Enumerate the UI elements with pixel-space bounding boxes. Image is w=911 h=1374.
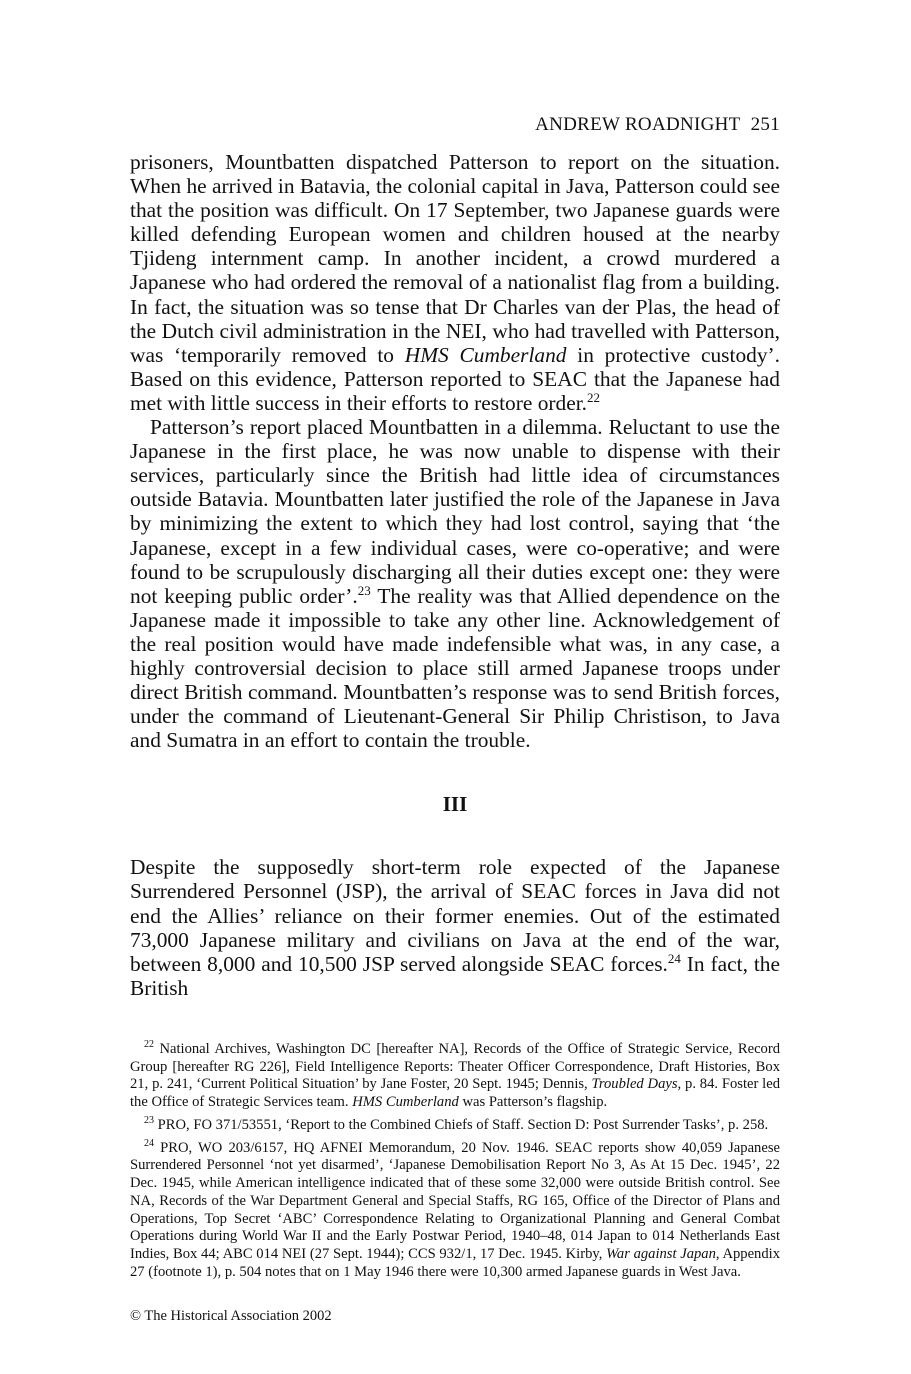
footnote-23: $^{23}$ PRO, FO 371/53551, ‘Report to the Combined Chiefs of Staff. Section D: Post Surrender Tasks’, p. 258. <box>144 1114 769 1133</box>
copyright-notice: © The Historical Association 2002 <box>130 1307 332 1324</box>
paragraph-2: Patterson’s report placed Mountbatten in a dilemma. Reluctant to use the Japanese in the first place, he was now unable to dispense with their services, particularly since the British had little idea of circumstances outside Batavia. Mountbatten later justified the role of the Japanese in Java by minimizing the extent to which they had lost control, saying that ‘the Japanese, except in a few individual cases, were co-operative; and were found to be scrupulously discharging all their duties except one: they were not keeping public order’.$^{23}$ The reality was that Allied dependence on the Japanese made it impossible to take any other line. Acknowledgement of the real position would have made indefensible what was, in any case, a highly controversial decision to place still armed Japanese troops under direct British command. Mountbatten’s response was to send British forces, under the command of Lieutenant-General Sir Philip Christison, to Java and Sumatra in an effort to contain the trouble. <box>130 415 781 753</box>
section-heading: III <box>442 792 468 817</box>
footnote-22: $^{22}$ National Archives, Washington DC [hereafter NA], Records of the Office of Strategic Service, Record Group [hereafter RG 226], Field Intelligence Reports: Theater Officer Correspondence, Draft Histories, Box 21, p. 241, ‘Current Political Situation’ by Jane Foster, 20 Sept. 1945; Dennis, Troubled Days, p. 84. Foster led the Office of Strategic Services team. HMS Cumberland was Patterson’s flagship. <box>130 1038 781 1111</box>
page-number: 251 <box>750 114 780 135</box>
ship-name: HMS Cumberland <box>404 342 567 367</box>
paragraph-3: Despite the supposedly short-term role expected of the Japanese Surrendered Personnel (JSP), the arrival of SEAC forces in Java did not end the Allies’ reliance on their former enemies. Out of the estimated 73,000 Japanese military and civilians on Java at the end of the war, between 8,000 and 10,500 JSP served alongside SEAC forces.$^{24}$ In fact, the British <box>130 855 780 1000</box>
header-author: ANDREW ROADNIGHT <box>535 114 741 135</box>
page <box>130 114 780 1325</box>
footnote-24: $^{24}$ PRO, WO 203/6157, HQ AFNEI Memorandum, 20 Nov. 1946. SEAC reports show 40,059 Japanese Surrendered Personnel ‘not yet disarmed’, ‘Japanese Demobilisation Report No 3, As At 15 Dec. 1945’, 22 Dec. 1945, while American intelligence indicated that of these some 32,000 were outside British control. See NA, Records of the War Department General and Special Staffs, RG 165, Office of the Director of Plans and Operations, Top Secret ‘ABC’ Correspondence Relating to Organizational Planning and General Combat Operations during World War II and the Early Postwar Period, 1940–48, 014 Japan to 014 Netherlands East Indies, Box 44; ABC 014 NEI (27 Sept. 1944); CCS 932/1, 17 Dec. 1945. Kirby, War against Japan, Appendix 27 (footnote 1), p. 504 notes that on 1 May 1946 there were 10,300 armed Japanese guards in West Java. <box>130 1137 780 1281</box>
paragraph-1: prisoners, Mountbatten dispatched Patterson to report on the situation. When he arrived in Batavia, the colonial capital in Java, Patterson could see that the position was difficult. On 17 September, two Japanese guards were killed defending European women and children housed at the nearby Tjideng internment camp. In another incident, a crowd murdered a Japanese who had ordered the removal of a nationalist flag from a building. In fact, the situation was so tense that Dr Charles van der Plas, the head of the Dutch civil administration in the NEI, who had travelled with Patterson, was ‘temporarily removed to HMS Cumberland in protective custody’. Based on this evidence, Patterson reported to SEAC that the Japanese had met with little success in their efforts to restore order.$^{22}$ <box>130 150 781 415</box>
running-header <box>130 114 780 150</box>
footnote-ref-24[interactable]: 24 <box>667 950 681 966</box>
footnote-ref-23[interactable]: 23 <box>357 582 371 598</box>
footnotes <box>130 1036 780 1282</box>
footnote-ref-22[interactable]: 22 <box>587 389 601 405</box>
